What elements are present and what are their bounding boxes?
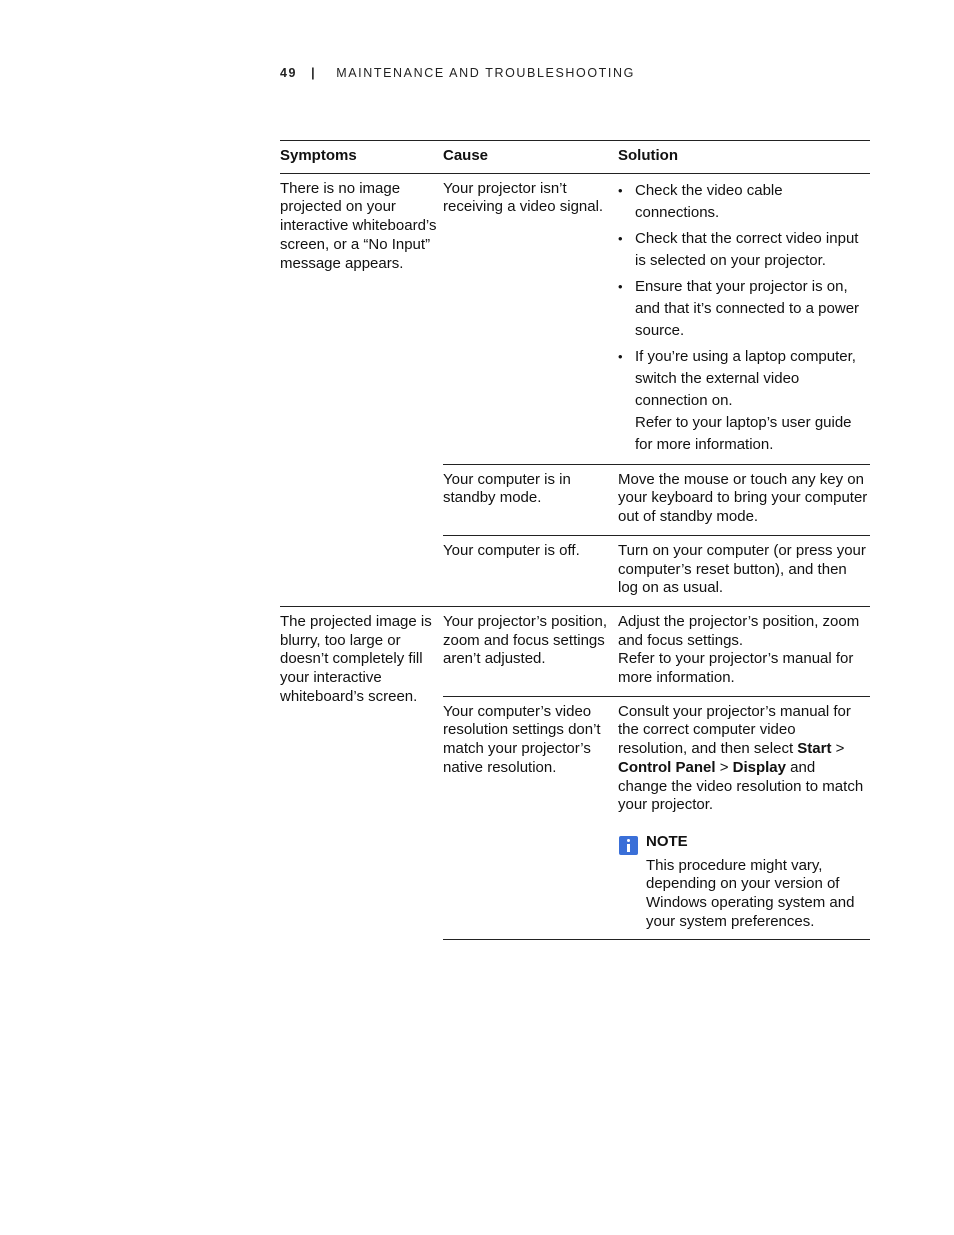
page-number: 49 bbox=[280, 66, 298, 80]
solution-cell: Turn on your computer (or press your computer’s reset button), and then log on as usual. bbox=[618, 535, 870, 606]
info-icon bbox=[619, 836, 638, 855]
menu-path-display: Display bbox=[732, 758, 786, 776]
symptom-cell: There is no image projected on your interactive whiteboard’s screen, or a “No Input” message appears. bbox=[280, 179, 437, 272]
note-text: This procedure might vary, depending on your version of Windows operating system and your system preferences. bbox=[646, 856, 855, 930]
solution-reference: Refer to your projector’s manual for more information. bbox=[618, 650, 854, 687]
cause-cell: Your computer is in standby mode. bbox=[443, 464, 618, 535]
cause-cell: Your projector’s position, zoom and focus settings aren’t adjusted. bbox=[443, 606, 618, 696]
menu-path-start: Start bbox=[797, 740, 832, 758]
cause-cell: Your computer is off. bbox=[443, 535, 618, 606]
header-separator: | bbox=[311, 66, 317, 80]
solution-cell bbox=[618, 173, 870, 464]
list-item bbox=[618, 346, 868, 456]
path-separator: > bbox=[719, 758, 729, 776]
note-box bbox=[618, 833, 868, 932]
list-item: • Check the video cable connections. bbox=[618, 180, 868, 224]
solution-text: Adjust the projector’s position, zoom and focus settings. bbox=[618, 612, 860, 649]
list-item: • Ensure that your projector is on, and that it’s connected to a power source. bbox=[618, 276, 868, 342]
symptom-cell: The projected image is blurry, too large or doesn’t completely fill your interactive whiteboard’s screen. bbox=[280, 606, 443, 940]
cause-cell: Your projector isn’t receiving a video signal. bbox=[443, 179, 604, 216]
table-header-row bbox=[280, 141, 870, 174]
cause-cell: Your computer’s video resolution settings don’t match your projector’s native resolution. bbox=[443, 696, 618, 940]
solution-cell: Move the mouse or touch any key on your keyboard to bring your computer out of standby mode. bbox=[618, 464, 870, 535]
solution-text-part: Consult your projector’s manual for the correct computer video resolution, and then select bbox=[618, 702, 851, 758]
column-header-symptoms: Symptoms bbox=[280, 141, 443, 174]
troubleshooting-table bbox=[280, 140, 870, 940]
solution-bullet-list bbox=[618, 180, 868, 456]
bullet-text: If you’re using a laptop computer, switch the external video connection on. bbox=[635, 347, 856, 409]
solution-text bbox=[618, 703, 868, 815]
column-header-cause: Cause bbox=[443, 141, 618, 174]
bullet-extra-text: Refer to your laptop’s user guide for more information. bbox=[635, 413, 852, 453]
solution-cell bbox=[618, 606, 870, 696]
solution-cell bbox=[618, 696, 870, 940]
list-item: • Check that the correct video input is selected on your projector. bbox=[618, 228, 868, 272]
menu-path-control-panel: Control Panel bbox=[618, 758, 716, 776]
table-row bbox=[280, 173, 870, 464]
column-header-solution: Solution bbox=[618, 141, 870, 174]
table-row bbox=[280, 606, 870, 696]
running-head bbox=[280, 66, 635, 80]
note-title: NOTE bbox=[646, 832, 688, 850]
section-title: MAINTENANCE AND TROUBLESHOOTING bbox=[336, 66, 635, 80]
path-separator: > bbox=[835, 740, 845, 758]
solution-text-part: and change the video resolution to match your projector. bbox=[618, 758, 864, 814]
